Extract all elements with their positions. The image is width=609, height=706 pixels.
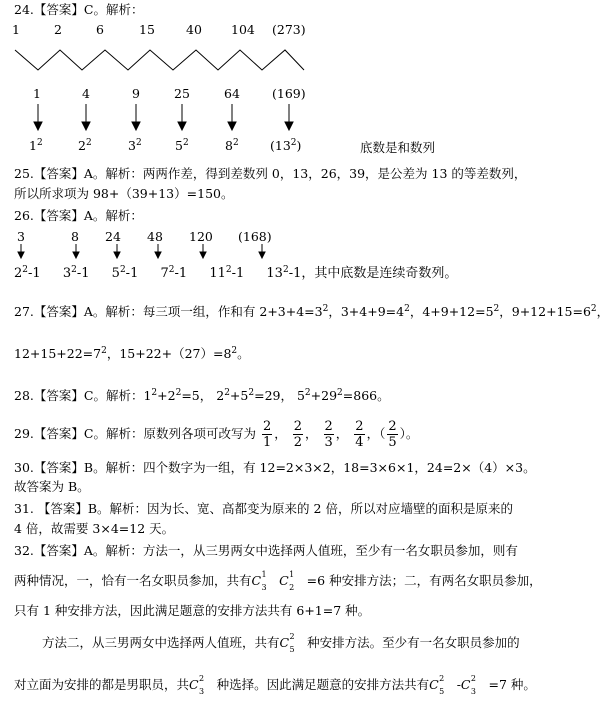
- q32-line-1: 32.【答案】A。解析：方法一，从三男两女中选择两人值班，至少有一名女职员参加，则有: [14, 543, 518, 558]
- q24-header: 24.【答案】C。解析：: [14, 2, 144, 17]
- combination-c52: C 2 5: [279, 632, 295, 654]
- q24-top-term: 1: [12, 22, 20, 37]
- q24-power: $8^2$: [225, 138, 239, 153]
- q24-zigzag-line: [15, 50, 304, 70]
- q24-top-term: 6: [96, 22, 104, 37]
- q26-arrows: [18, 244, 265, 258]
- q32-line-3: 只有 1 种安排方法，因此满足题意的安排方法共有 6+1=7 种。: [14, 603, 371, 618]
- q24-arrows: [34, 104, 293, 130]
- combination-c21: C 1 2: [279, 570, 295, 592]
- q32-line-5: 对立面为安排的都是男职员，共C 2 3 种选择。因此满足题意的安排方法共有C 2 5 -C 2 3 =7 种。: [14, 674, 536, 696]
- q32-line-4: 方法二，从三男两女中选择两人值班，共有C 2 5 种安排方法。至少有一名女职员参加的: [42, 632, 520, 654]
- q24-mid-term: 25: [174, 86, 190, 101]
- q26-expression-row: $2^2-1$ $3^2-1$ $5^2-1$ $7^2-1$ $11^2-1$ $13^2-1$，其中底数是连续奇数列。: [14, 265, 458, 281]
- q29-fraction: $\frac{2}{3}$: [324, 419, 333, 450]
- q24-mid-term: 9: [132, 86, 140, 101]
- q25-line-1: 25.【答案】A。解析：两两作差，得到差数列 0，13，26，39，是公差为 13 的等差数列，: [14, 166, 527, 181]
- q24-power: $1^2$: [29, 138, 43, 153]
- q26-term: (168): [238, 229, 272, 244]
- q24-top-term: 104: [231, 22, 255, 37]
- q24-note: 底数是和数列: [360, 140, 436, 155]
- q30-line-1: 30.【答案】B。解析：四个数字为一组，有 12=2×3×2，18=3×6×1，24=2×（4）×3。: [14, 460, 536, 475]
- q24-mid-term: (169): [272, 86, 306, 101]
- q32-line-2: 两种情况，一，恰有一名女职员参加，共有C 1 3 C 1 2 =6 种安排方法；二，有两名女职员参加，: [14, 570, 542, 592]
- q31-line-1: 31. 【答案】B。解析：因为长、宽、高都变为原来的 2 倍，所以对应墙壁的面积是原来的: [14, 501, 513, 516]
- q24-power: $(13^2)$: [270, 138, 302, 153]
- q24-top-term: 40: [186, 22, 202, 37]
- q26-term: 8: [71, 229, 79, 244]
- q29-fraction: $\frac{2}{2}$: [293, 419, 302, 450]
- combination-c32-b: C 2 3: [460, 674, 477, 696]
- q25-line-2: 所以所求项为 98+（39+13）=150。: [14, 186, 234, 201]
- q31-line-2: 4 倍，故需要 3×4=12 天。: [14, 521, 175, 536]
- q24-power: $3^2$: [128, 138, 142, 153]
- q27-line-1: 27.【答案】A。解析：每三项一组，作和有 $2+3+4=3^2$，$3+4+9=4^2$，$4+9+12=5^2$，$9+12+15=6^2$，: [14, 304, 609, 319]
- q24-power: $2^2$: [78, 138, 92, 153]
- q24-mid-term: 1: [33, 86, 41, 101]
- q28-line: 28.【答案】C。解析：$1^2+2^2=5$， $2^2+5^2=29$， $5^2+29^2=866$。: [14, 388, 390, 403]
- combination-c31: C 1 3: [251, 570, 267, 592]
- q29-fraction: $\frac{2}{5}$: [388, 419, 397, 450]
- q26-term: 24: [105, 229, 121, 244]
- q24-top-term: 2: [54, 22, 62, 37]
- q29-line: 29.【答案】C。解析：原数列各项可改写为 $\frac{2}{1}$ ， $\frac{2}{2}$ ， $\frac{2}{3}$ ， $\frac{2}{4}$ ，（ $\frac{2}{5}$ ）。: [14, 419, 419, 450]
- combination-c32: C 2 3: [189, 674, 205, 696]
- q26-term: 3: [17, 229, 25, 244]
- q29-fraction: $\frac{2}{4}$: [355, 419, 364, 450]
- q24-top-term: (273): [272, 22, 306, 37]
- q24-mid-term: 64: [224, 86, 240, 101]
- q24-power: $5^2$: [175, 138, 189, 153]
- q26-term: 120: [189, 229, 213, 244]
- combination-c52-b: C 2 5: [429, 674, 445, 696]
- q30-line-2: 故答案为 B。: [14, 479, 90, 494]
- q24-mid-term: 4: [82, 86, 90, 101]
- q26-term: 48: [147, 229, 163, 244]
- q29-fraction: $\frac{2}{1}$: [262, 419, 272, 450]
- q24-top-term: 15: [139, 22, 155, 37]
- q26-header: 26.【答案】A。解析：: [14, 208, 143, 223]
- q27-line-2: $12+15+22=7^2$，$15+22+(27)=8^2$。: [14, 346, 250, 361]
